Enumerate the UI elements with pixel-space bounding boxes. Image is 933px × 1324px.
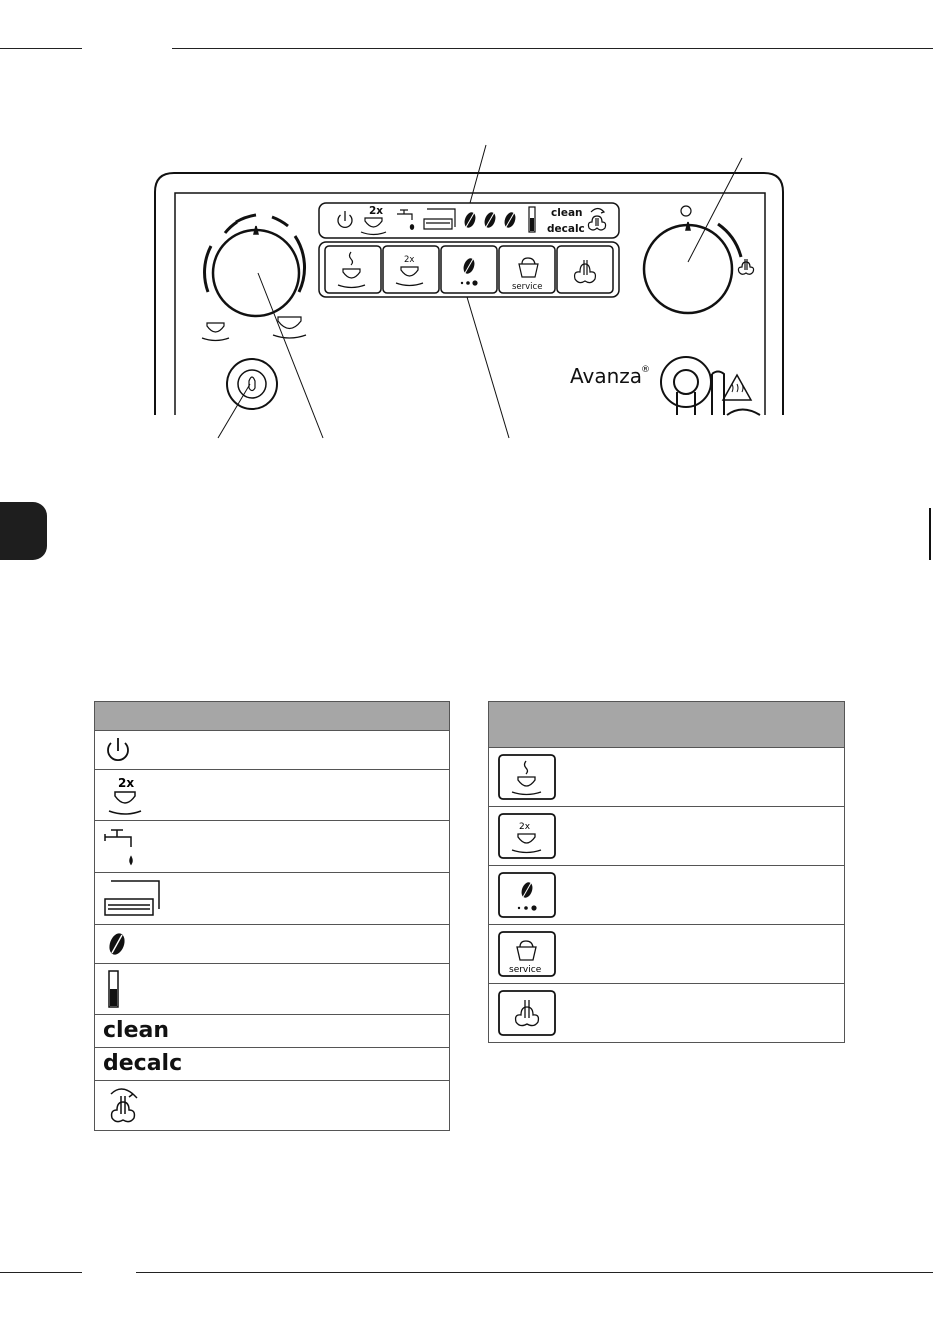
table-row <box>95 770 450 821</box>
power-button[interactable] <box>227 359 277 409</box>
table-row <box>489 866 845 925</box>
page-edge-mark <box>929 508 931 560</box>
display-clean-label: clean <box>551 207 583 219</box>
bottom-rule-right <box>136 1272 933 1273</box>
display-2x-label: 2x <box>369 205 384 217</box>
legend-service-label: service <box>509 965 542 975</box>
table-header <box>489 702 845 748</box>
steam-knob[interactable] <box>644 206 754 313</box>
display-strip <box>319 203 619 238</box>
table-header <box>95 702 450 731</box>
aroma-button[interactable] <box>441 246 497 293</box>
button-2x-label: 2x <box>404 255 415 265</box>
chapter-tab <box>0 502 47 560</box>
clean-label: clean <box>103 1018 170 1043</box>
espresso-cup-icon <box>497 752 557 802</box>
bottom-rule-left <box>0 1272 82 1273</box>
table-row <box>489 925 845 984</box>
single-cup-button[interactable] <box>325 246 381 293</box>
service-icon <box>497 929 557 979</box>
table-row <box>95 1015 450 1048</box>
display-decalc-label: decalc <box>547 223 585 235</box>
steam-rotate-icon <box>103 1084 147 1128</box>
button-strip <box>319 242 619 297</box>
service-button[interactable] <box>499 246 555 293</box>
water-filter-icon <box>103 967 133 1011</box>
table-row <box>489 984 845 1043</box>
bean-indicators <box>463 211 518 229</box>
double-cup-icon <box>103 773 153 817</box>
steam-nozzle <box>661 357 760 415</box>
table-row <box>95 873 450 925</box>
small-cup-icon <box>202 323 229 341</box>
large-cup-icon <box>273 317 306 338</box>
buttons-table <box>488 701 845 1043</box>
brand-logo: Avanza <box>570 364 643 388</box>
drip-tray-icon <box>424 209 455 229</box>
double-cup-button[interactable] <box>383 246 439 293</box>
water-filter-icon <box>529 207 535 232</box>
brand-registered-mark: ® <box>641 365 650 375</box>
water-tap-icon <box>397 210 414 229</box>
table-row <box>95 731 450 770</box>
hot-surface-warning-icon <box>723 375 751 400</box>
double-cup-icon <box>361 205 386 235</box>
legend-2x-label: 2x <box>118 776 135 790</box>
coffee-bean-icon <box>103 929 133 959</box>
power-icon <box>338 211 352 227</box>
control-panel-diagram <box>0 0 933 470</box>
water-tap-icon <box>103 825 143 869</box>
decalc-label: decalc <box>103 1051 183 1076</box>
table-row <box>95 821 450 873</box>
steam-rotate-icon <box>588 209 605 231</box>
table-row <box>95 964 450 1015</box>
coffee-bean-icon <box>497 870 557 920</box>
power-icon <box>103 735 133 765</box>
table-row <box>95 925 450 964</box>
steam-button[interactable] <box>557 246 613 293</box>
coffee-volume-knob[interactable] <box>202 215 306 341</box>
legend-right-2x-label: 2x <box>519 822 531 832</box>
table-row <box>489 807 845 866</box>
button-service-label: service <box>512 282 543 292</box>
steam-icon <box>497 988 557 1038</box>
table-row <box>95 1081 450 1131</box>
table-row <box>489 748 845 807</box>
double-cup-icon <box>497 811 557 861</box>
display-symbols-table <box>94 701 450 1131</box>
table-row <box>95 1048 450 1081</box>
steam-indicator-icon <box>738 259 753 274</box>
drip-tray-icon <box>103 877 163 921</box>
